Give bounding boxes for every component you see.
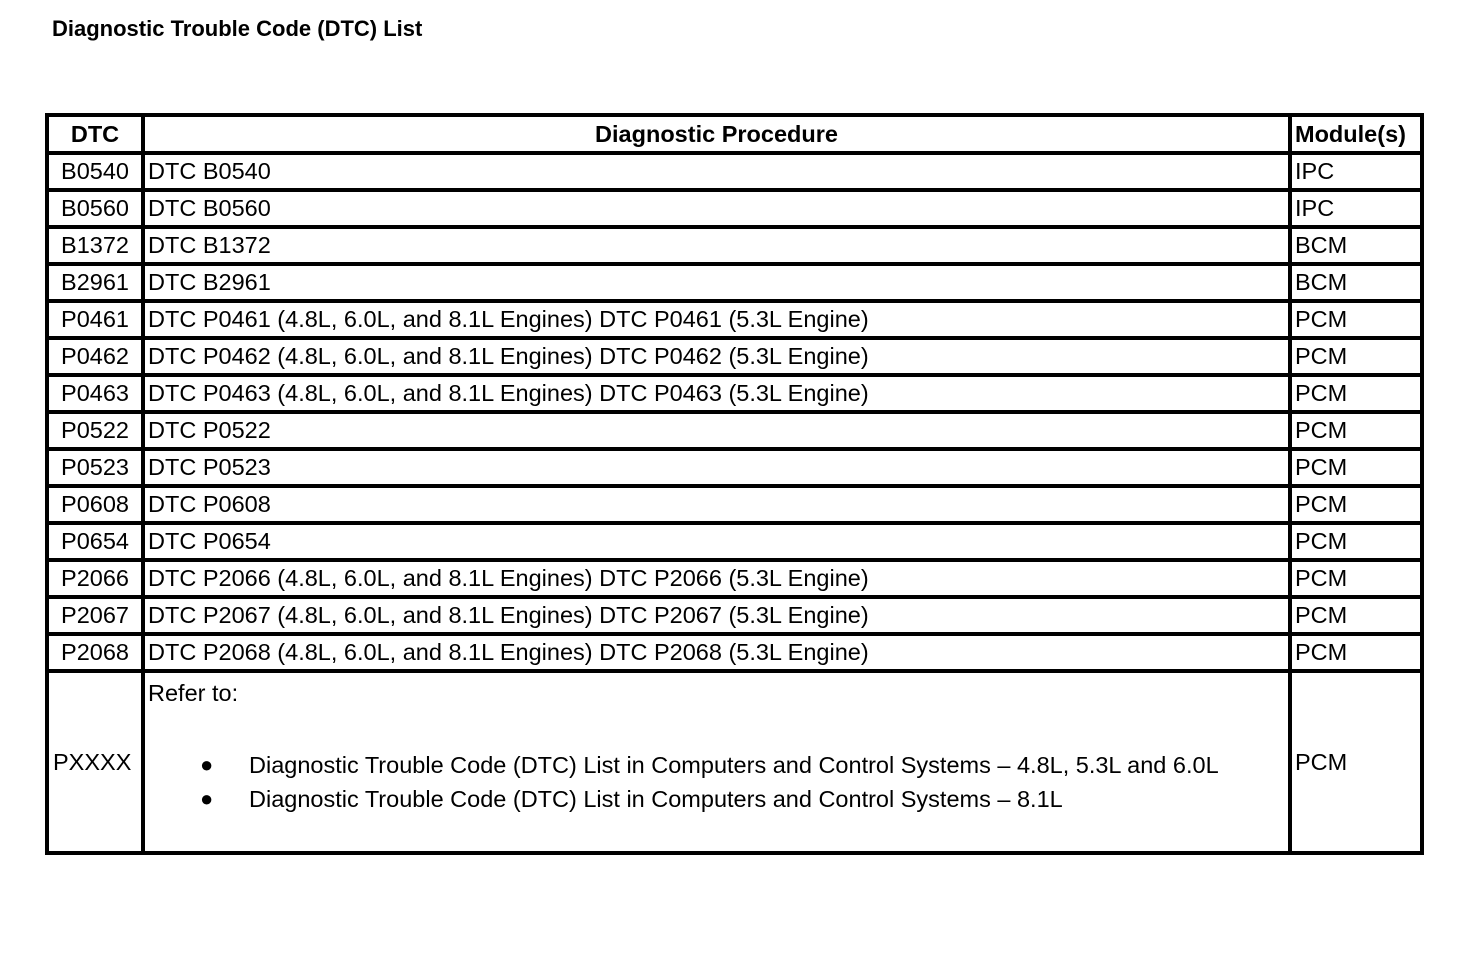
- table-body: [47, 153, 1422, 853]
- table-row-pxxxx: [47, 671, 1422, 853]
- refer-item-text: Diagnostic Trouble Code (DTC) List in Computers and Control Systems – 4.8L, 5.3L and 6.0L: [249, 752, 1219, 778]
- dtc-code-cell: P0608: [47, 486, 143, 523]
- module-cell: BCM: [1290, 227, 1422, 264]
- dtc-code-cell: P0523: [47, 449, 143, 486]
- table-row-p2068: [47, 634, 1422, 671]
- refer-label: Refer to:: [148, 680, 239, 706]
- module-cell: PCM: [1290, 338, 1422, 375]
- table-row-b2961: [47, 264, 1422, 301]
- refer-list: [148, 748, 1219, 816]
- dtc-code-cell: B0560: [47, 190, 143, 227]
- table-row-b0560: [47, 190, 1422, 227]
- refer-item-text: Diagnostic Trouble Code (DTC) List in Computers and Control Systems – 8.1L: [249, 786, 1063, 812]
- procedure-cell: DTC B0560: [143, 190, 1290, 227]
- dtc-code-cell: B2961: [47, 264, 143, 301]
- module-cell: IPC: [1290, 190, 1422, 227]
- module-cell: PCM: [1290, 412, 1422, 449]
- module-cell: PCM: [1290, 486, 1422, 523]
- procedure-cell: DTC B1372: [143, 227, 1290, 264]
- procedure-cell: [143, 671, 1290, 853]
- table-row-p2066: [47, 560, 1422, 597]
- module-cell: PCM: [1290, 523, 1422, 560]
- dtc-code-cell: P0654: [47, 523, 143, 560]
- procedure-cell: DTC P2067 (4.8L, 6.0L, and 8.1L Engines) DTC P2067 (5.3L Engine): [143, 597, 1290, 634]
- module-cell: IPC: [1290, 153, 1422, 190]
- module-cell: PCM: [1290, 449, 1422, 486]
- module-cell: PCM: [1290, 560, 1422, 597]
- table-header-row: [47, 115, 1422, 153]
- table-row-p0608: [47, 486, 1422, 523]
- table-row-p0463: [47, 375, 1422, 412]
- dtc-code-cell: P0522: [47, 412, 143, 449]
- procedure-cell: DTC P0654: [143, 523, 1290, 560]
- procedure-cell: DTC P0523: [143, 449, 1290, 486]
- module-cell: PCM: [1290, 301, 1422, 338]
- refer-list-item: [148, 748, 1219, 782]
- modules-column-header: Module(s): [1290, 115, 1422, 153]
- dtc-code-cell: B1372: [47, 227, 143, 264]
- refer-list-item: [148, 782, 1219, 816]
- module-cell: PCM: [1290, 375, 1422, 412]
- table-row-b0540: [47, 153, 1422, 190]
- table-row-p0523: [47, 449, 1422, 486]
- procedure-cell: DTC P2068 (4.8L, 6.0L, and 8.1L Engines) DTC P2068 (5.3L Engine): [143, 634, 1290, 671]
- dtc-column-header: DTC: [47, 115, 143, 153]
- procedure-cell: DTC B0540: [143, 153, 1290, 190]
- dtc-code-cell: P2067: [47, 597, 143, 634]
- module-cell: PCM: [1290, 671, 1422, 853]
- dtc-code-cell: PXXXX: [47, 671, 143, 853]
- dtc-table: [45, 113, 1424, 855]
- dtc-code-cell: P0463: [47, 375, 143, 412]
- procedure-column-header: Diagnostic Procedure: [143, 115, 1290, 153]
- module-cell: PCM: [1290, 634, 1422, 671]
- module-cell: PCM: [1290, 597, 1422, 634]
- table-row-p0461: [47, 301, 1422, 338]
- table-row-p2067: [47, 597, 1422, 634]
- document-title: Diagnostic Trouble Code (DTC) List: [52, 16, 423, 41]
- dtc-code-cell: B0540: [47, 153, 143, 190]
- table-row-b1372: [47, 227, 1422, 264]
- procedure-cell: DTC P0461 (4.8L, 6.0L, and 8.1L Engines) DTC P0461 (5.3L Engine): [143, 301, 1290, 338]
- procedure-cell: DTC P0608: [143, 486, 1290, 523]
- dtc-code-cell: P2066: [47, 560, 143, 597]
- dtc-code-cell: P0462: [47, 338, 143, 375]
- table-row-p0462: [47, 338, 1422, 375]
- table-row-p0522: [47, 412, 1422, 449]
- bullet-icon: ●: [200, 752, 214, 777]
- procedure-cell: DTC P0462 (4.8L, 6.0L, and 8.1L Engines) DTC P0462 (5.3L Engine): [143, 338, 1290, 375]
- procedure-cell: DTC P0463 (4.8L, 6.0L, and 8.1L Engines) DTC P0463 (5.3L Engine): [143, 375, 1290, 412]
- procedure-cell: DTC P2066 (4.8L, 6.0L, and 8.1L Engines) DTC P2066 (5.3L Engine): [143, 560, 1290, 597]
- dtc-code-cell: P0461: [47, 301, 143, 338]
- table-row-p0654: [47, 523, 1422, 560]
- bullet-icon: ●: [200, 786, 214, 811]
- procedure-cell: DTC P0522: [143, 412, 1290, 449]
- procedure-cell: DTC B2961: [143, 264, 1290, 301]
- dtc-code-cell: P2068: [47, 634, 143, 671]
- module-cell: BCM: [1290, 264, 1422, 301]
